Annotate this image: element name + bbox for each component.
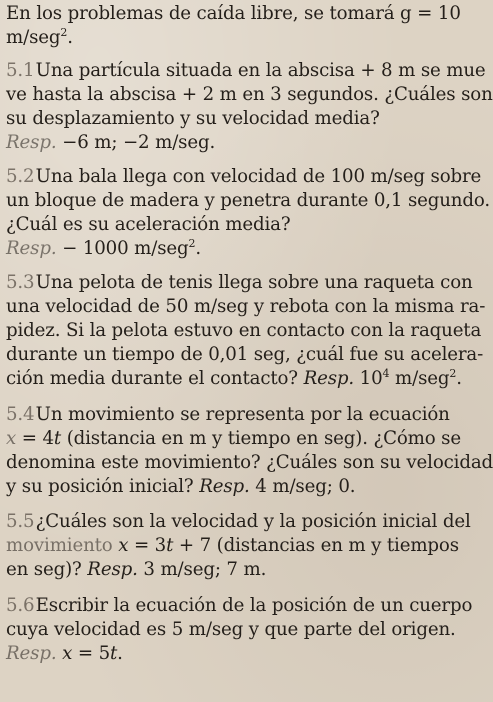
problem-number: 5.6 bbox=[6, 595, 35, 616]
problem-5-5: 5.5 ¿Cuáles son la velocidad y la posición inicial del movimiento x = 3t + 7 (distancias en m y tiempos en seg)? Resp. 3 m/seg; 7 m. bbox=[6, 511, 471, 580]
intro-line: En los problemas de caída libre, se tomará g = 10 bbox=[6, 3, 461, 24]
answer-line: Resp. −6 m; −2 m/seg. bbox=[6, 132, 216, 153]
problem-5-4: 5.4 Un movimiento se representa por la ecuación x = 4t (distancia en m y tiempo en seg). ¿Cómo se denomina este movimiento? ¿Cuáles son su velocidad y su posición inicial? Resp. 4 m/seg; 0. bbox=[6, 404, 493, 497]
problem-5-3: 5.3 Una pelota de tenis llega sobre una raqueta con una velocidad de 50 m/seg y rebota con la misma ra- pidez. Si la pelota estuvo en contacto con la raqueta durante un tiempo de 0,01 seg, ¿cuál fue su acelera- ción media durante el contacto? Resp. $10^4$ m/seg$^2$. bbox=[6, 272, 486, 389]
answer-line: y su posición inicial? Resp. 4 m/seg; 0. bbox=[6, 476, 356, 497]
problem-number: 5.4 bbox=[6, 404, 35, 425]
problem-5-6: 5.6 Escribir la ecuación de la posición de un cuerpo cuya velocidad es 5 m/seg y que parte del origen. Resp. x = 5t. bbox=[6, 595, 473, 664]
problem-number: 5.1 bbox=[6, 60, 35, 81]
intro-line: m/seg$^2$. bbox=[6, 26, 73, 48]
problem-number: 5.5 bbox=[6, 511, 35, 532]
answer-line: Resp. − 1000 m/seg$^2$. bbox=[6, 237, 202, 259]
answer-line: en seg)? Resp. 3 m/seg; 7 m. bbox=[6, 559, 267, 580]
problem-5-2: 5.2 Una bala llega con velocidad de 100 m/seg sobre un bloque de madera y penetra durante 0,1 segundo. ¿Cuál es su aceleración media? Resp. − 1000 m/seg$^2$. bbox=[6, 166, 490, 259]
problem-number: 5.2 bbox=[6, 166, 35, 187]
intro-paragraph bbox=[6, 2, 461, 50]
answer-line: ción media durante el contacto? Resp. $10^4$ m/seg$^2$. bbox=[6, 367, 462, 389]
textbook-page bbox=[6, 0, 493, 702]
problem-5-1: 5.1 Una partícula situada en la abscisa + 8 m se mue ve hasta la abscisa + 2 m en 3 segundos. ¿Cuáles son su desplazamiento y su velocidad media? Resp. −6 m; −2 m/seg. bbox=[6, 60, 493, 153]
problem-number: 5.3 bbox=[6, 272, 35, 293]
answer-line: Resp. x = 5t. bbox=[6, 643, 123, 664]
